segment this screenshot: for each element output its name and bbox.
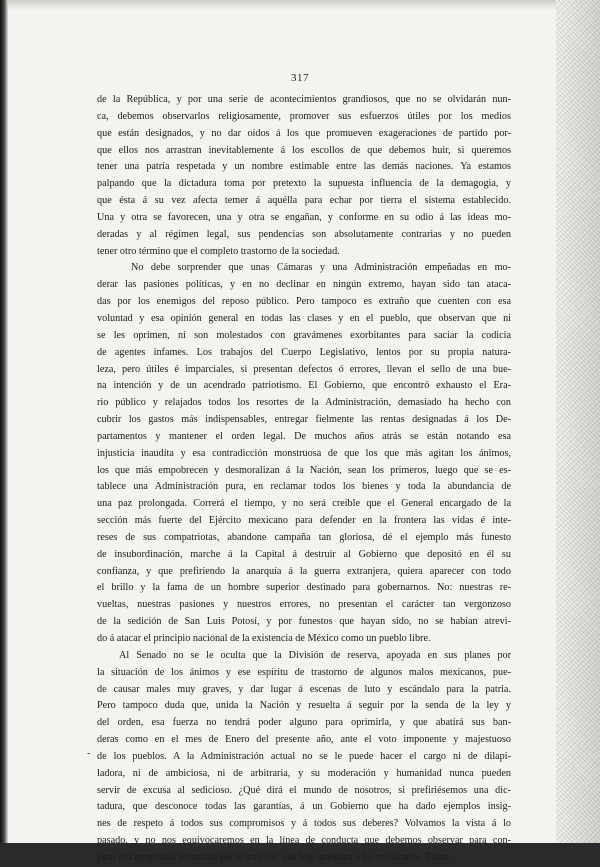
text-line: reses de sus compatriotas, abandone campaña tan gloriosa, dé el ejemplo más funesto bbox=[97, 531, 511, 543]
text-line: deradas y al régimen legal, sus pendencias son absolutamente contrarias y no pueden bbox=[97, 228, 511, 240]
text-line: se les oprimen, ni son molestados con gravámenes exorbitantes para saciar la codicia bbox=[97, 329, 511, 341]
text-line: que ésta á su vez afecta temer á aquélla para echar por tierra el sistema establecido. bbox=[97, 195, 511, 207]
text-line: el brillo y la fama de un hombre superior destinado para gobernarnos. No: nuestras re- bbox=[97, 582, 511, 594]
text-line: que ellos nos arrastran inevitablemente á los escollos de que debemos huir, si queremos bbox=[97, 144, 511, 156]
text-line: leza, pero útiles é imparciales, si presentan defectos ó errores, llevan el sello de una bue- bbox=[97, 363, 511, 375]
text-line: de causar males muy graves, y dar lugar á escenas de luto y escándalo para la patria. bbox=[97, 683, 511, 695]
text-line: No debe sorprender que unas Cámaras y una Administración empeñadas en mo- bbox=[131, 262, 511, 274]
text-line: ca, debemos observarlos religiosamente, promover sus esfuerzos útiles por los medios bbox=[97, 110, 511, 122]
text-line: la situación de los ánimos y ese espíritu de trastorno de algunos malos mexicanos, pue- bbox=[97, 666, 511, 678]
text-line: de los pueblos. A la Administración actual no se le puede hacer el cargo ni de dilapi- bbox=[97, 750, 511, 762]
paragraph bbox=[97, 260, 511, 647]
text-line: los que más empobrecen y desmoralizan á la Nación, sean los primeros, luego que se es- bbox=[97, 464, 511, 476]
margin-mark: - bbox=[87, 748, 91, 759]
text-line: de insubordinación, marche á la Capital á destruir al Gobierno que depositó en él su bbox=[97, 548, 511, 560]
text-line: deras como en el mes de Enero del presente año, ante el voto imponente y majestuoso bbox=[97, 734, 511, 746]
page-edge-texture bbox=[556, 0, 600, 843]
body-text bbox=[97, 92, 511, 867]
paragraph bbox=[97, 648, 511, 867]
text-line: tener una patria respetada y un nombre estimable entre las demás naciones. Ya estamos bbox=[97, 161, 511, 173]
text-line: Pero tampoco duda que, unida la Nación y resuelta á seguir por la senda de la ley y bbox=[97, 700, 511, 712]
top-shadow bbox=[8, 0, 556, 10]
text-line: confianza, y que prefiriendo la anarquía á la guerra extranjera, quiera aparecer con todo bbox=[97, 565, 511, 577]
paragraph bbox=[97, 92, 511, 260]
text-line: cubrir los gastos más indispensables, entregar fielmente las rentas designadas á los De- bbox=[97, 414, 511, 426]
text-line: tadura, que desconoce todas las garantías, á un Gobierno que ha dado ejemplos insig- bbox=[97, 801, 511, 813]
text-line: vueltas, nuestras pasiones y nuestros errores, no presentan el carácter tan vergonzoso bbox=[97, 599, 511, 611]
text-line: servir de excusa al sedicioso. ¿Qué dirá el mundo de nosotros, si prefiriésemos una dic- bbox=[97, 784, 511, 796]
text-line: ladora, ni de ambiciosa, ni de arbitraria, y su moderación y humanidad nunca pueden bbox=[97, 767, 511, 779]
text-line: nes de respeto á todos sus compromisos y á todos sus deberes? Volvamos la vista á lo bbox=[97, 818, 511, 830]
text-line: tablece una Administración pura, en reclamar todos los bienes y toda la abundancia de bbox=[97, 481, 511, 493]
text-line: rio público y relajados todos los resortes de la Administración, demasiado ha hecho con bbox=[97, 397, 511, 409]
text-line: del orden, esa fuerza no tendrá poder alguno para oprimirla, y que abatirá sus ban- bbox=[97, 717, 511, 729]
text-line: una paz prolongada. Correrá el tiempo, y no será creíble que el General encargado de la bbox=[97, 498, 511, 510]
text-line: voluntad y esa opinión general en todas las clases y en el pueblo, que observan que ni bbox=[97, 312, 511, 324]
text-line: jurar esa tempestad levantada por la traición, que hoy amenaza á los mexicanos. Triun- bbox=[97, 851, 451, 863]
text-line: de la República, y por una serie de acontecimientos grandiosos, que no se olvidarán nun- bbox=[97, 94, 511, 105]
text-line: das por los enemigos del reposo público. Pero tampoco es extraño que cuenten con esa bbox=[97, 296, 511, 308]
text-line: do á atacar el principio nacional de la existencia de México como un pueblo libre. bbox=[97, 633, 431, 644]
text-line: Una y otra se favorecen, una y otra se engañan, y conforme en su odio á las ideas mo- bbox=[97, 211, 511, 223]
text-line: derar las pasiones políticas, y en no declinar en ningún extremo, hayan sido tan ataca- bbox=[97, 279, 511, 291]
page-number: 317 bbox=[291, 72, 309, 84]
text-line: pasado, y no nos equivocaremos en la línea de conducta que debemos observar para con- bbox=[97, 835, 511, 847]
text-line: partamentos y mantener el orden legal. De muchos años atrás se están notando esa bbox=[97, 430, 511, 442]
text-line: de la sedición de San Luis Potosí, y por funestos que hayan sido, no se habían atrevi- bbox=[97, 616, 511, 628]
text-line: na intención y de un acendrado patriotismo. El Gobierno, que encontró exhausto el Era- bbox=[97, 380, 511, 392]
text-line: Al Senado no se le oculta que la División de reserva, apoyada en sus planes por bbox=[119, 649, 511, 661]
text-line: de agentes infames. Los trabajos del Cuerpo Legislativo, lentos por su propia natura- bbox=[97, 346, 511, 358]
text-line: que están designados, y no dar oídos á los que promueven exageraciones de partido por- bbox=[97, 127, 511, 139]
text-line: sección más fuerte del Ejército mexicano para defender en la frontera las vidas é inte- bbox=[97, 515, 511, 527]
text-line: tener otro término que el completo trastorno de la sociedad. bbox=[97, 245, 340, 257]
binding-edge bbox=[0, 0, 8, 843]
text-line: palpando que la dictadura toma por pretexto la supuesta influencia de la demagogia, y bbox=[97, 178, 511, 190]
text-line: injusticia inaudita y esa contradicción monstruosa de que los que más agitan los ánimos, bbox=[97, 447, 511, 459]
